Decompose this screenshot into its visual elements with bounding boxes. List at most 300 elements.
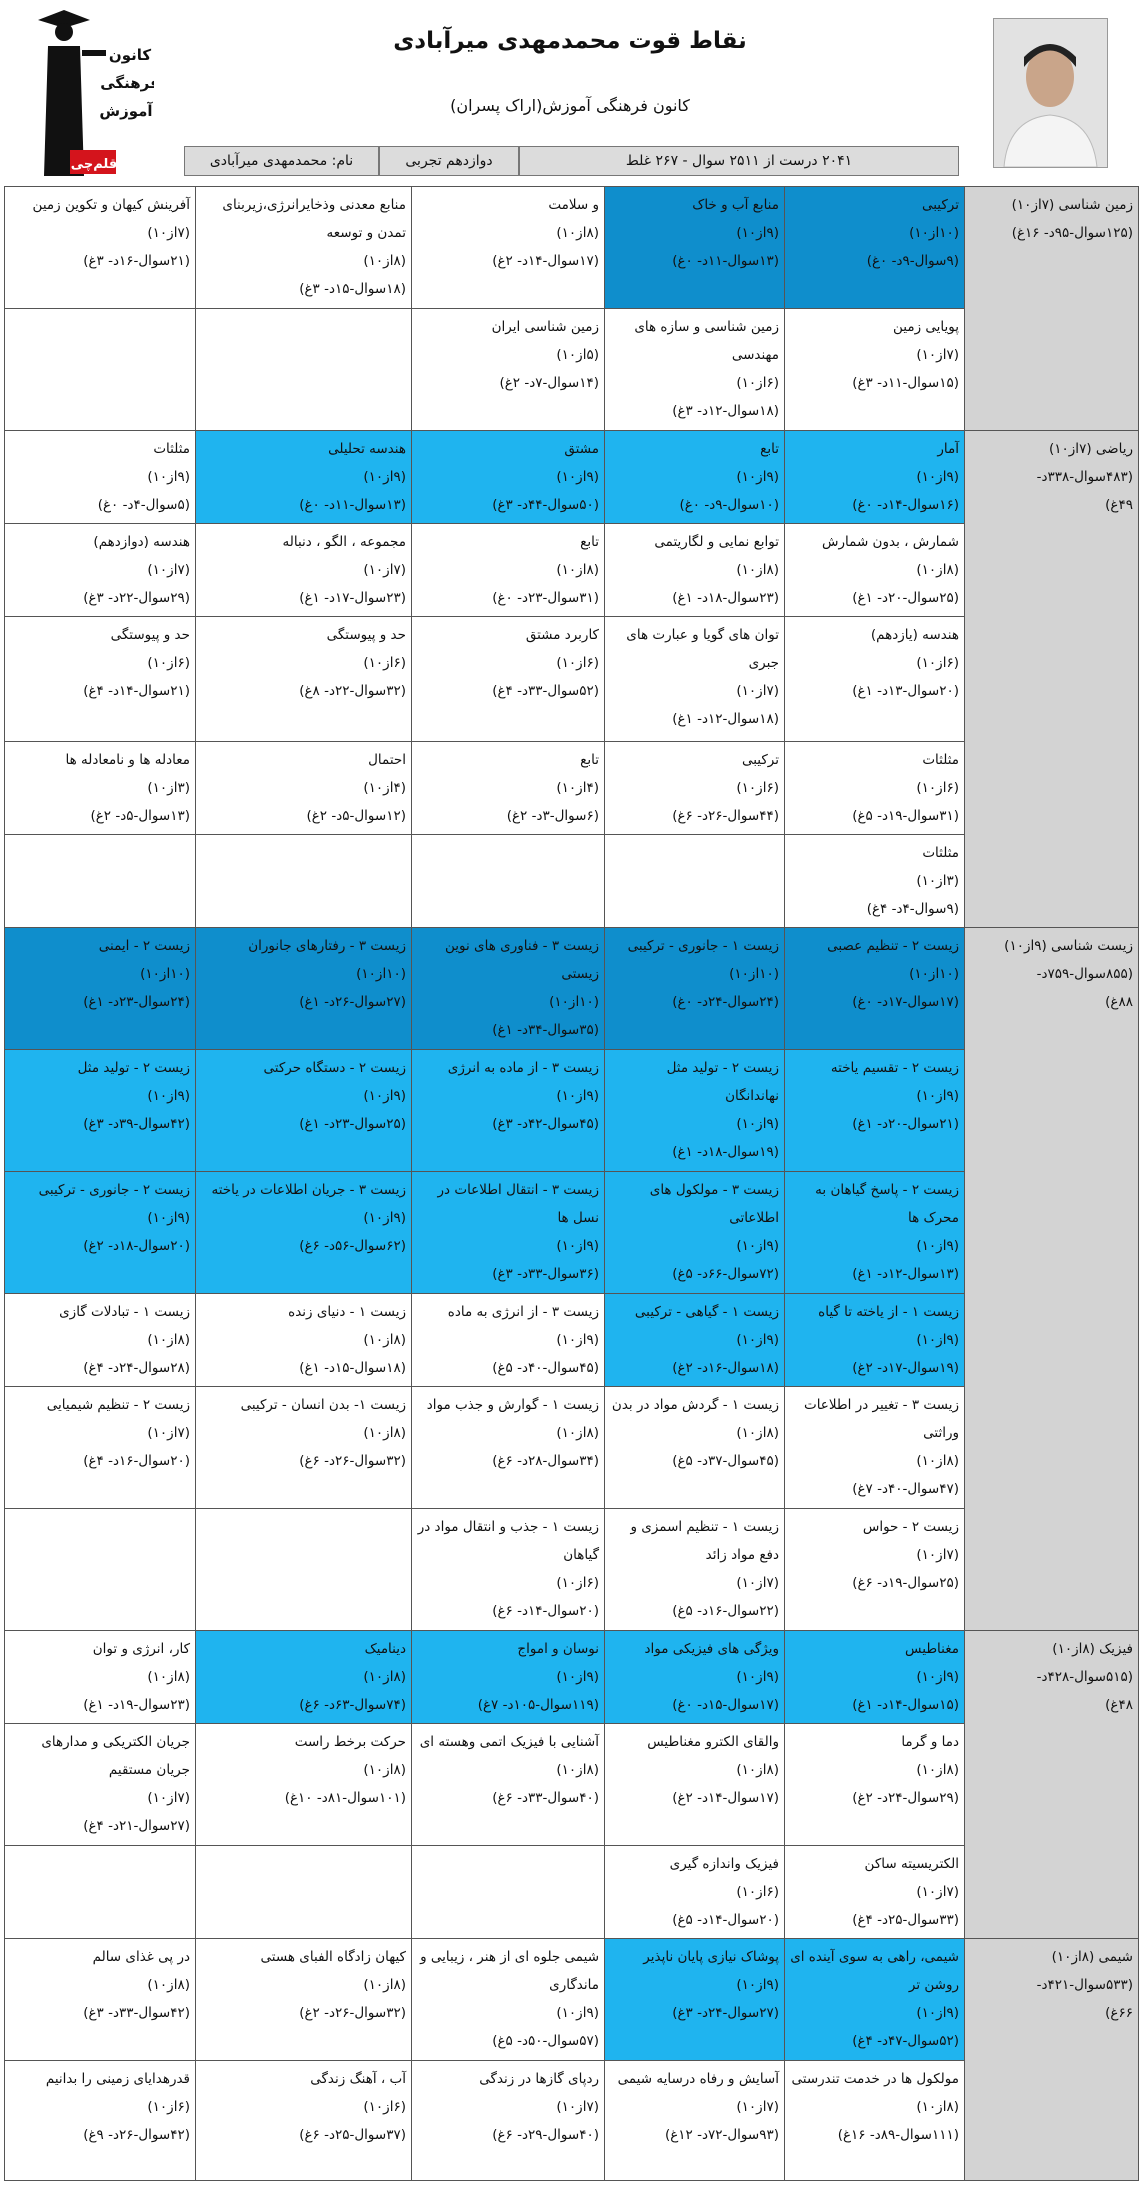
topic-cell (605, 431, 785, 524)
topic-cell (412, 1050, 605, 1172)
topic-name: توان های گویا و عبارت های جبری (626, 627, 779, 671)
topic-cell (412, 1509, 605, 1631)
topic-score: (۹از۱۰) (556, 2005, 599, 2021)
topic-score: (۹از۱۰) (556, 1238, 599, 1254)
topic-name: تابع (760, 441, 779, 457)
topic-cell (605, 1050, 785, 1172)
topic-name: معادله ها و نامعادله ها (65, 752, 190, 768)
topic-stats: (۲۳سوال-۱۸د- ۱غ) (672, 590, 779, 606)
topic-cell (196, 1509, 412, 1631)
topic-stats: (۳۳سوال-۲۵د- ۴غ) (852, 1912, 959, 1928)
topic-name: تابع (580, 752, 599, 768)
topic-score: (۹از۱۰) (556, 1332, 599, 1348)
topic-score: (۱۰از۱۰) (729, 966, 779, 982)
topic-stats: (۱۱۹سوال-۱۰۵د- ۷غ) (477, 1697, 599, 1713)
topic-name: زیست ۱ - جذب و انتقال مواد در گیاهان (417, 1519, 599, 1563)
topic-name: زمین شناسی ایران (491, 319, 599, 335)
topic-cell (5, 1631, 196, 1724)
subject-cell (965, 1631, 1139, 1939)
topic-name: ترکیبی (921, 197, 959, 213)
subject-label: (۸۵۵سوال-۷۵۹د- (1036, 966, 1133, 982)
topic-cell (412, 742, 605, 835)
table-row (5, 1939, 1139, 2061)
topic-name: کار، انرژی و توان (92, 1641, 190, 1657)
topic-cell (412, 431, 605, 524)
kanoon-logo (34, 6, 154, 176)
topic-score: (۸از۱۰) (736, 562, 779, 578)
topic-stats: (۵۰سوال-۴۴د- ۳غ) (492, 497, 599, 513)
topic-name: زیست ۱ - تنظیم اسمزی و دفع مواد زائد (630, 1519, 779, 1563)
topic-name: آفرینش کیهان و تکوین زمین (32, 197, 190, 213)
topic-cell (412, 928, 605, 1050)
subject-cell (965, 1939, 1139, 2181)
topic-stats: (۱۸سوال-۱۲د- ۱غ) (672, 711, 779, 727)
topic-stats: (۱۷سوال-۱۵د- ۰غ) (672, 1697, 779, 1713)
subject-label: (۱۲۵سوال-۹۵د- ۱۶غ) (1011, 225, 1133, 241)
topic-name: هندسه (دوازدهم) (93, 534, 190, 550)
subject-label: (۴۸۳سوال-۳۳۸د- (1036, 469, 1133, 485)
topic-name: زیست ۳ - از انرژی به ماده (447, 1304, 599, 1320)
topic-cell (5, 617, 196, 742)
topic-stats: (۴۵سوال-۴۲د- ۳غ) (492, 1116, 599, 1132)
topic-cell (605, 2061, 785, 2181)
topic-score: (۶از۱۰) (736, 1884, 779, 1900)
topic-stats: (۳۵سوال-۳۴د- ۱غ) (492, 1022, 599, 1038)
topic-name: دما و گرما (901, 1734, 959, 1750)
topic-score: (۹از۱۰) (363, 1210, 406, 1226)
topic-name: منابع معدنی وذخایرانرژی،زیربنای تمدن و توسعه (222, 197, 406, 241)
topic-score: (۱۰از۱۰) (909, 966, 959, 982)
topic-score: (۷از۱۰) (147, 225, 190, 241)
topic-stats: (۲۹سوال-۲۲د- ۳غ) (83, 590, 190, 606)
topic-cell (785, 835, 965, 928)
topic-score: (۷از۱۰) (736, 2099, 779, 2115)
topic-name: شیمی، راهی به سوی آینده ای روشن تر (790, 1949, 959, 1993)
topic-cell (785, 617, 965, 742)
topic-name: حد و پیوستگی (110, 627, 190, 643)
topic-name: زیست ۲ - ایمنی (98, 938, 190, 954)
topic-cell (412, 1294, 605, 1387)
topic-stats: (۱۸سوال-۱۵د- ۳غ) (299, 281, 406, 297)
topic-stats: (۲۰سوال-۱۴د- ۵غ) (672, 1912, 779, 1928)
topic-score: (۹از۱۰) (736, 1238, 779, 1254)
topic-stats: (۲۳سوال-۱۹د- ۱غ) (83, 1697, 190, 1713)
topic-name: منابع آب و خاک (692, 197, 779, 213)
topic-score: (۷از۱۰) (147, 562, 190, 578)
topic-score: (۷از۱۰) (916, 347, 959, 363)
topic-score: (۸از۱۰) (363, 1977, 406, 1993)
topic-stats: (۳۲سوال-۲۶د- ۶غ) (299, 1453, 406, 1469)
topic-cell (785, 1939, 965, 2061)
topic-stats: (۲۰سوال-۱۸د- ۲غ) (83, 1238, 190, 1254)
topic-stats: (۱۰۱سوال-۸۱د- ۱۰غ) (284, 1790, 406, 1806)
topic-score: (۸از۱۰) (736, 1425, 779, 1441)
topic-stats: (۳۷سوال-۲۵د- ۶غ) (299, 2127, 406, 2143)
topic-score: (۹از۱۰) (147, 1088, 190, 1104)
topic-cell (605, 835, 785, 928)
logo-line-1: کانون (108, 46, 152, 64)
topic-cell (412, 524, 605, 617)
topic-cell (605, 1724, 785, 1846)
topic-name: آب ، آهنگ زندگی (310, 2071, 406, 2087)
topic-cell (412, 1172, 605, 1294)
topic-score: (۸از۱۰) (363, 1762, 406, 1778)
topic-cell (605, 187, 785, 309)
table-row (5, 431, 1139, 524)
topic-stats: (۲۵سوال-۲۰د- ۱غ) (852, 590, 959, 606)
topic-stats: (۵۷سوال-۵۰د- ۵غ) (492, 2033, 599, 2049)
topic-score: (۴از۱۰) (363, 780, 406, 796)
topic-score: (۶از۱۰) (363, 655, 406, 671)
topic-cell (785, 928, 965, 1050)
topic-name: مثلثات (153, 441, 190, 457)
table-row (5, 928, 1139, 1050)
topic-cell (785, 1294, 965, 1387)
topic-name: زیست ۳ - از ماده به انرژی (447, 1060, 599, 1076)
topic-cell (196, 1050, 412, 1172)
table-row (5, 187, 1139, 309)
topic-score: (۹از۱۰) (736, 1977, 779, 1993)
topic-name: آمار (937, 441, 959, 457)
topic-name: مغناطیس (905, 1641, 959, 1657)
topic-stats: (۹سوال-۹د- ۰غ) (866, 253, 959, 269)
topic-cell (412, 1724, 605, 1846)
topic-stats: (۲۰سوال-۱۳د- ۱غ) (852, 683, 959, 699)
topic-name: توابع نمایی و لگاریتمی (654, 534, 779, 550)
topic-name: کاربرد مشتق (525, 627, 599, 643)
topic-name: زیست ۱ - دنیای زنده (288, 1304, 406, 1320)
topic-stats: (۱۳سوال-۱۱د- ۰غ) (299, 497, 406, 513)
topic-cell (5, 1939, 196, 2061)
student-info-bar (184, 146, 959, 176)
topic-stats: (۲۸سوال-۲۴د- ۴غ) (83, 1360, 190, 1376)
topic-cell (412, 309, 605, 431)
logo-line-3: آموزش (99, 102, 153, 120)
topic-score: (۸از۱۰) (363, 253, 406, 269)
topic-stats: (۲۱سوال-۱۴د- ۴غ) (83, 683, 190, 699)
topic-stats: (۱۸سوال-۱۶د- ۲غ) (672, 1360, 779, 1376)
topic-cell (412, 1846, 605, 1939)
topic-score: (۸از۱۰) (363, 1425, 406, 1441)
topic-stats: (۷۴سوال-۶۳د- ۶غ) (299, 1697, 406, 1713)
topic-score: (۶از۱۰) (736, 780, 779, 796)
topic-stats: (۲۱سوال-۱۶د- ۳غ) (83, 253, 190, 269)
topic-cell (785, 1050, 965, 1172)
topic-cell (785, 524, 965, 617)
topic-cell (605, 928, 785, 1050)
topic-name: زیست ۳ - تغییر در اطلاعات وراثتی (803, 1397, 959, 1441)
topic-stats: (۳۱سوال-۱۹د- ۵غ) (852, 808, 959, 824)
topic-name: شمارش ، بدون شمارش (822, 534, 959, 550)
topic-cell (196, 1846, 412, 1939)
topic-cell (785, 431, 965, 524)
topic-cell (785, 1846, 965, 1939)
student-photo (993, 18, 1108, 168)
topic-name: کیهان زادگاه الفبای هستی (260, 1949, 406, 1965)
topic-name: زیست ۳ - رفتارهای جانوران (248, 938, 406, 954)
topic-name: احتمال (368, 752, 406, 768)
table-row (5, 1631, 1139, 1724)
topic-score: (۴از۱۰) (556, 780, 599, 796)
topic-cell (605, 1631, 785, 1724)
topic-cell (196, 835, 412, 928)
topic-stats: (۲۷سوال-۲۶د- ۱غ) (299, 994, 406, 1010)
topic-score: (۶از۱۰) (556, 655, 599, 671)
topic-cell (196, 1387, 412, 1509)
topic-cell (605, 1939, 785, 2061)
topic-score: (۸از۱۰) (556, 225, 599, 241)
topic-score: (۱۰از۱۰) (909, 225, 959, 241)
page-title: نقاط قوت محمدمهدی میرآبادی (393, 28, 747, 54)
subject-label: (۵۱۵سوال-۴۲۸د- (1036, 1669, 1133, 1685)
topic-score: (۶از۱۰) (147, 655, 190, 671)
topic-score: (۶از۱۰) (363, 2099, 406, 2115)
topic-score: (۸از۱۰) (556, 1762, 599, 1778)
topic-score: (۹از۱۰) (916, 469, 959, 485)
topic-score: (۷از۱۰) (363, 562, 406, 578)
topic-score: (۹از۱۰) (736, 1669, 779, 1685)
topic-stats: (۱۰سوال-۹د- ۰غ) (679, 497, 779, 513)
topic-stats: (۴۰سوال-۲۹د- ۶غ) (492, 2127, 599, 2143)
topic-name: هندسه (یازدهم) (870, 627, 959, 643)
topic-score: (۱۰از۱۰) (140, 966, 190, 982)
subject-cell (965, 431, 1139, 928)
topic-stats: (۲۲سوال-۱۶د- ۵غ) (672, 1603, 779, 1619)
topic-cell (5, 1294, 196, 1387)
topic-name: الکتریسیته ساکن (864, 1856, 959, 1872)
topic-stats: (۱۷سوال-۱۴د- ۲غ) (492, 253, 599, 269)
topic-cell (196, 1294, 412, 1387)
topic-cell (605, 617, 785, 742)
topic-score: (۹از۱۰) (916, 1669, 959, 1685)
topic-stats: (۱۹سوال-۱۸د- ۱غ) (672, 1144, 779, 1160)
topic-stats: (۱۵سوال-۱۴د- ۱غ) (852, 1697, 959, 1713)
subject-label: زیست شناسی (۹از۱۰) (1004, 938, 1133, 954)
topic-name: نوسان و امواج (517, 1641, 599, 1657)
topic-score: (۹از۱۰) (916, 1332, 959, 1348)
topic-score: (۷از۱۰) (916, 1547, 959, 1563)
topic-name: زیست ۱ - گیاهی - ترکیبی (634, 1304, 779, 1320)
student-grade: دوازدهم تجربی (379, 146, 519, 176)
subject-label: فیزیک (۸از۱۰) (1052, 1641, 1133, 1657)
topic-score: (۸از۱۰) (147, 1669, 190, 1685)
topic-cell (5, 431, 196, 524)
topic-name: مجموعه ، الگو ، دنباله (282, 534, 406, 550)
topic-score: (۸از۱۰) (916, 2099, 959, 2115)
topic-score: (۹از۱۰) (556, 1669, 599, 1685)
topic-score: (۸از۱۰) (736, 1762, 779, 1778)
topic-score: (۱۰از۱۰) (549, 994, 599, 1010)
topic-cell (196, 1172, 412, 1294)
logo-line-2: فرهنگی (100, 74, 154, 92)
topic-cell (412, 1631, 605, 1724)
topic-cell (785, 309, 965, 431)
topic-cell (412, 187, 605, 309)
subject-cell (965, 187, 1139, 431)
subject-label: ۴۹غ) (1105, 497, 1133, 513)
topic-cell (605, 1509, 785, 1631)
topic-cell (605, 1172, 785, 1294)
topic-stats: (۲۵سوال-۲۳د- ۱غ) (299, 1116, 406, 1132)
topic-score: (۶از۱۰) (147, 2099, 190, 2115)
topic-cell (412, 835, 605, 928)
topic-cell (785, 2061, 965, 2181)
topic-stats: (۲۹سوال-۲۴د- ۲غ) (852, 1790, 959, 1806)
topic-name: زیست ۲ - تولید مثل (77, 1060, 190, 1076)
topic-cell (785, 1724, 965, 1846)
subject-label: ریاضی (۷از۱۰) (1048, 441, 1133, 457)
topic-name: زیست ۲ - جانوری - ترکیبی (38, 1182, 190, 1198)
topic-score: (۸از۱۰) (363, 1669, 406, 1685)
topic-stats: (۵سوال-۴د- ۰غ) (97, 497, 190, 513)
topic-stats: (۱۵سوال-۱۱د- ۳غ) (852, 375, 959, 391)
topic-score: (۷از۱۰) (916, 1884, 959, 1900)
topic-name: پوشاک نیازی پایان ناپذیر (643, 1949, 779, 1965)
topic-stats: (۱۹سوال-۱۷د- ۲غ) (852, 1360, 959, 1376)
topic-cell (785, 1509, 965, 1631)
topic-stats: (۲۴سوال-۲۳د- ۱غ) (83, 994, 190, 1010)
subject-label: (۵۳۳سوال-۴۲۱د- (1036, 1977, 1133, 1993)
subject-label: ۴۸غ) (1105, 1697, 1133, 1713)
topic-cell (605, 309, 785, 431)
topic-stats: (۱۱۱سوال-۸۹د- ۱۶غ) (837, 2127, 959, 2143)
topic-score: (۷از۱۰) (736, 1575, 779, 1591)
topic-score: (۹از۱۰) (916, 2005, 959, 2021)
topic-score: (۸از۱۰) (556, 562, 599, 578)
topic-cell (5, 928, 196, 1050)
topic-name: فیزیک واندازه گیری (669, 1856, 779, 1872)
topic-cell (196, 928, 412, 1050)
topic-stats: (۱۳سوال-۱۱د- ۰غ) (672, 253, 779, 269)
topic-name: تابع (580, 534, 599, 550)
topic-score: (۹از۱۰) (556, 1088, 599, 1104)
topic-name: و سلامت (548, 197, 599, 213)
topic-name: زیست ۳ - مولکول های اطلاعاتی (649, 1182, 779, 1226)
topic-name: قدرهدایای زمینی را بدانیم (45, 2071, 190, 2087)
subject-label: ۸۸غ) (1105, 994, 1133, 1010)
topic-name: زیست ۱ - از یاخته تا گیاه (818, 1304, 959, 1320)
strengths-table (4, 186, 1139, 2181)
topic-cell (785, 1631, 965, 1724)
topic-stats: (۳۴سوال-۲۸د- ۶غ) (492, 1453, 599, 1469)
topic-cell (785, 1172, 965, 1294)
topic-stats: (۲۷سوال-۲۴د- ۳غ) (672, 2005, 779, 2021)
student-name: نام: محمدمهدی میرآبادی (184, 146, 379, 176)
topic-name: هندسه تحلیلی (328, 441, 406, 457)
topic-cell (412, 2061, 605, 2181)
topic-name: حرکت برخط راست (294, 1734, 406, 1750)
topic-cell (412, 1387, 605, 1509)
topic-cell (412, 1939, 605, 2061)
topic-cell (196, 187, 412, 309)
topic-cell (5, 187, 196, 309)
topic-cell (5, 2061, 196, 2181)
topic-stats: (۴۲سوال-۳۳د- ۳غ) (83, 2005, 190, 2021)
topic-cell (196, 309, 412, 431)
topic-score: (۶از۱۰) (736, 375, 779, 391)
topic-stats: (۵۲سوال-۴۷د- ۴غ) (852, 2033, 959, 2049)
topic-score: (۹از۱۰) (147, 469, 190, 485)
topic-name: زیست ۳ - جریان اطلاعات در یاخته (211, 1182, 406, 1198)
topic-score: (۹از۱۰) (916, 1088, 959, 1104)
topic-score: (۳از۱۰) (916, 873, 959, 889)
topic-cell (5, 1509, 196, 1631)
topic-stats: (۱۴سوال-۷د- ۲غ) (499, 375, 599, 391)
topic-name: جریان الکتریکی و مدارهای جریان مستقیم (41, 1734, 190, 1778)
topic-stats: (۴۰سوال-۳۳د- ۶غ) (492, 1790, 599, 1806)
topic-stats: (۱۷سوال-۱۷د- ۰غ) (852, 994, 959, 1010)
topic-stats: (۷۲سوال-۶۶د- ۵غ) (672, 1266, 779, 1282)
topic-stats: (۳۱سوال-۲۳د- ۰غ) (492, 590, 599, 606)
topic-stats: (۱۲سوال-۵د- ۲غ) (306, 808, 406, 824)
topic-cell (605, 524, 785, 617)
topic-stats: (۹سوال-۴د- ۴غ) (866, 901, 959, 917)
topic-score: (۷از۱۰) (556, 2099, 599, 2115)
topic-stats: (۱۸سوال-۱۵د- ۱غ) (299, 1360, 406, 1376)
topic-stats: (۱۳سوال-۵د- ۲غ) (90, 808, 190, 824)
page-subtitle: کانون فرهنگی آموزش(اراک پسران) (450, 96, 690, 115)
topic-stats: (۴۲سوال-۲۶د- ۹غ) (83, 2127, 190, 2143)
topic-name: آسایش و رفاه درسایه شیمی (617, 2071, 779, 2087)
topic-score: (۷از۱۰) (736, 683, 779, 699)
topic-name: زیست ۳ - انتقال اطلاعات در نسل ها (437, 1182, 599, 1226)
topic-name: والقای الکترو مغناطیس (647, 1734, 779, 1750)
topic-stats: (۲۵سوال-۱۹د- ۶غ) (852, 1575, 959, 1591)
topic-cell (196, 1939, 412, 2061)
topic-score: (۵از۱۰) (556, 347, 599, 363)
topic-stats: (۴۵سوال-۳۷د- ۵غ) (672, 1453, 779, 1469)
topic-cell (5, 1387, 196, 1509)
logo-line-4: قلم‌چی (70, 157, 118, 172)
topic-cell (785, 187, 965, 309)
topic-stats: (۲۳سوال-۱۷د- ۱غ) (299, 590, 406, 606)
topic-score: (۹از۱۰) (363, 1088, 406, 1104)
topic-stats: (۲۷سوال-۲۱د- ۴غ) (83, 1818, 190, 1834)
topic-name: پویایی زمین (892, 319, 959, 335)
topic-name: زمین شناسی و سازه های مهندسی (634, 319, 779, 363)
student-score-summary: ۲۰۴۱ درست از ۲۵۱۱ سوال - ۲۶۷ غلط (519, 146, 959, 176)
subject-label: شیمی (۸از۱۰) (1051, 1949, 1133, 1965)
topic-stats: (۳۶سوال-۳۳د- ۳غ) (492, 1266, 599, 1282)
topic-stats: (۲۰سوال-۱۴د- ۶غ) (492, 1603, 599, 1619)
topic-name: زیست ۳ - فناوری های نوین زیستی (445, 938, 599, 982)
topic-cell (5, 309, 196, 431)
topic-cell (196, 742, 412, 835)
topic-name: ترکیبی (741, 752, 779, 768)
topic-name: زیست ۲ - تقسیم یاخته (830, 1060, 959, 1076)
topic-name: دینامیک (364, 1641, 406, 1657)
topic-name: در پی غذای سالم (92, 1949, 190, 1965)
topic-score: (۶از۱۰) (916, 655, 959, 671)
topic-cell (605, 1846, 785, 1939)
topic-name: مثلثات (922, 845, 959, 861)
topic-name: زیست ۱ - گردش مواد در بدن (611, 1397, 779, 1413)
topic-cell (196, 2061, 412, 2181)
topic-score: (۹از۱۰) (736, 1332, 779, 1348)
topic-cell (196, 524, 412, 617)
topic-score: (۹از۱۰) (736, 1116, 779, 1132)
person-avatar-icon (994, 19, 1107, 167)
topic-score: (۹از۱۰) (736, 469, 779, 485)
topic-score: (۹از۱۰) (147, 1210, 190, 1226)
topic-cell (5, 835, 196, 928)
topic-score: (۷از۱۰) (147, 1790, 190, 1806)
topic-stats: (۴۷سوال-۴۰د- ۷غ) (852, 1481, 959, 1497)
topic-stats: (۱۷سوال-۱۴د- ۲غ) (672, 1790, 779, 1806)
topic-cell (5, 742, 196, 835)
topic-cell (5, 524, 196, 617)
topic-cell (605, 742, 785, 835)
